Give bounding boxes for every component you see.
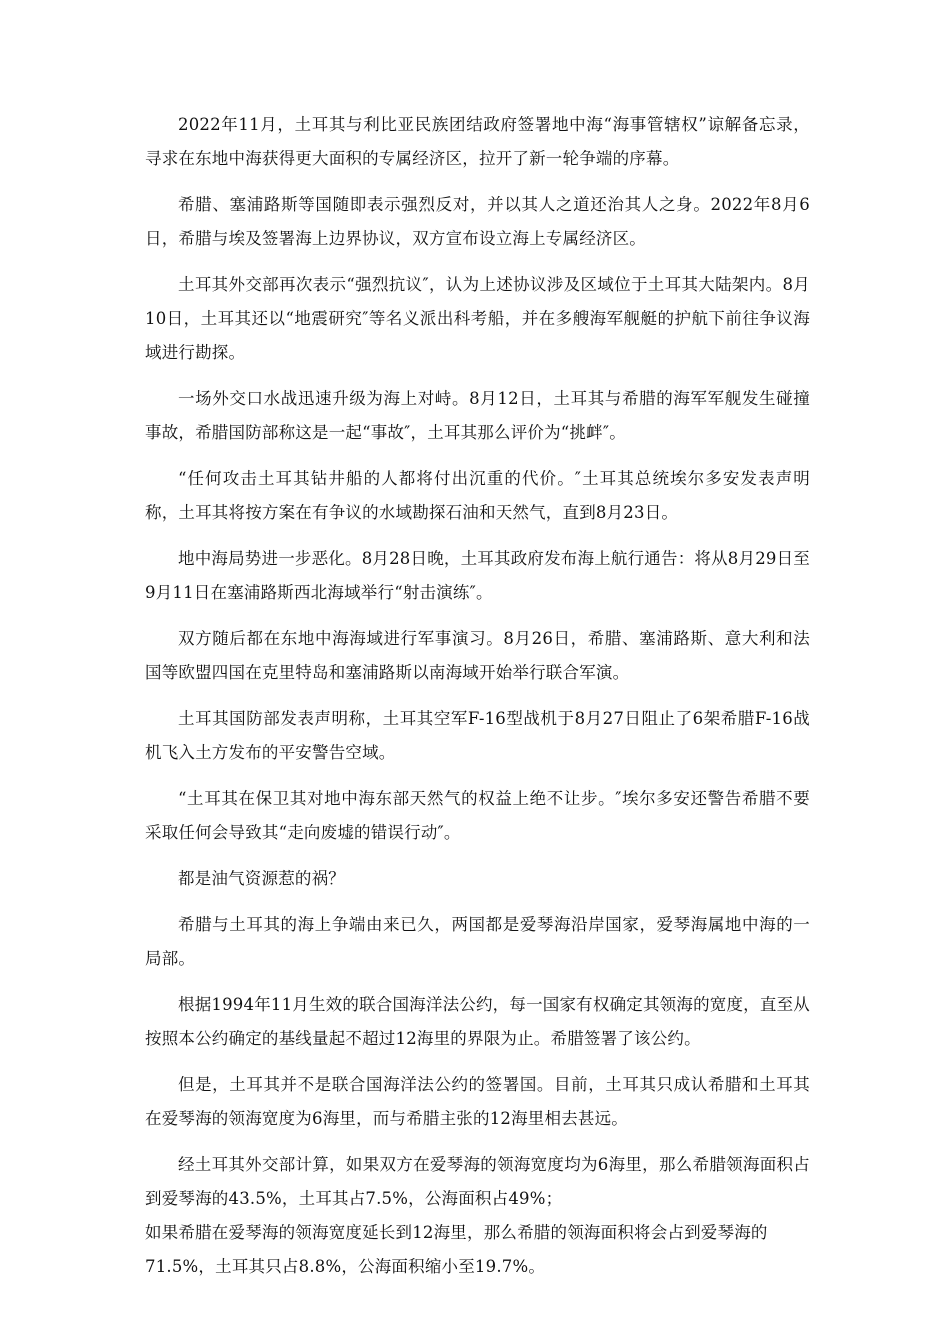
paragraph-14: 如果希腊在爱琴海的领海宽度延长到12海里，那么希腊的领海面积将会占到爱琴海的71.5%，土耳其只占8.8%，公海面积缩小至19.7%。 — [145, 1223, 768, 1276]
paragraph-5: “任何攻击土耳其钻井船的人都将付出沉重的代价。″土耳其总统埃尔多安发表声明称，土耳其将按方案在有争议的水域勘探石油和天然气，直到8月23日。 — [145, 469, 810, 522]
paragraph-6: 地中海局势进一步恶化。8月28日晚，土耳其政府发布海上航行通告：将从8月29日至9月11日在塞浦路斯西北海域举行“射击演练″。 — [145, 549, 810, 602]
paragraph-10: 希腊与土耳其的海上争端由来已久，两国都是爱琴海沿岸国家，爱琴海属地中海的一局部。 — [145, 915, 810, 968]
paragraph-4: 一场外交口水战迅速升级为海上对峙。8月12日，土耳其与希腊的海军军舰发生碰撞事故，希腊国防部称这是一起“事故″，土耳其那么评价为“挑衅″。 — [145, 389, 810, 442]
article-body — [145, 108, 810, 1284]
paragraph-9: “土耳其在保卫其对地中海东部天然气的权益上绝不让步。″埃尔多安还警告希腊不要采取任何会导致其“走向废墟的错误行动″。 — [145, 789, 810, 842]
paragraph-11: 根据1994年11月生效的联合国海洋法公约，每一国家有权确定其领海的宽度，直至从按照本公约确定的基线量起不超过12海里的界限为止。希腊签署了该公约。 — [145, 995, 810, 1048]
paragraph-12: 但是，土耳其并不是联合国海洋法公约的签署国。目前，土耳其只成认希腊和土耳其在爱琴海的领海宽度为6海里，而与希腊主张的12海里相去甚远。 — [145, 1075, 810, 1128]
paragraph-3: 土耳其外交部再次表示“强烈抗议″，认为上述协议涉及区域位于土耳其大陆架内。8月10日，土耳其还以“地震研究″等名义派出科考船，并在多艘海军舰艇的护航下前往争议海域进行勘探。 — [145, 275, 810, 362]
paragraph-7: 双方随后都在东地中海海域进行军事演习。8月26日，希腊、塞浦路斯、意大利和法国等欧盟四国在克里特岛和塞浦路斯以南海域开始举行联合军演。 — [145, 629, 810, 682]
section-heading: 都是油气资源惹的祸？ — [178, 869, 345, 888]
paragraph-13: 经土耳其外交部计算，如果双方在爱琴海的领海宽度均为6海里，那么希腊领海面积占到爱琴海的43.5%，土耳其占7.5%，公海面积占49%； — [145, 1155, 810, 1208]
paragraph-8: 土耳其国防部发表声明称，土耳其空军F-16型战机于8月27日阻止了6架希腊F-16战机飞入土方发布的平安警告空域。 — [145, 709, 810, 762]
paragraph-1: 2022年11月，土耳其与利比亚民族团结政府签署地中海“海事管辖权”谅解备忘录，寻求在东地中海获得更大面积的专属经济区，拉开了新一轮争端的序幕。 — [145, 115, 810, 168]
paragraph-2: 希腊、塞浦路斯等国随即表示强烈反对，并以其人之道还治其人之身。2022年8月6日，希腊与埃及签署海上边界协议，双方宣布设立海上专属经济区。 — [145, 195, 810, 248]
